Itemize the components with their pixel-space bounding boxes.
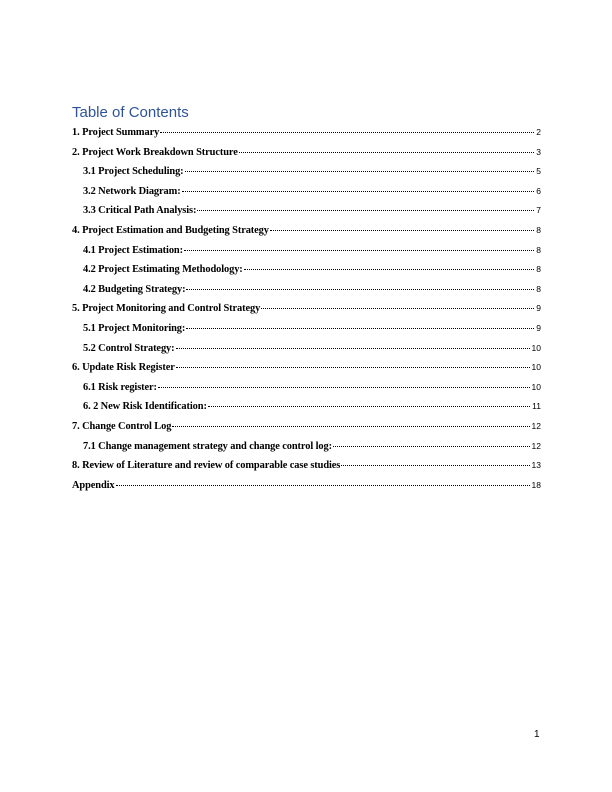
toc-entry[interactable]: [83, 318, 541, 334]
toc-entry-title[interactable]: 3.2 Network Diagram:: [83, 185, 181, 197]
toc-entry-page[interactable]: 7: [536, 205, 541, 216]
toc-entry[interactable]: [72, 298, 541, 314]
toc-dot-leader: [182, 179, 535, 192]
toc-entry-page[interactable]: 10: [531, 381, 541, 392]
toc-entry-page[interactable]: 3: [536, 146, 541, 157]
toc-entry-page[interactable]: 13: [531, 460, 541, 471]
toc-entry-page[interactable]: 8: [536, 264, 541, 275]
toc-entry[interactable]: [72, 357, 541, 373]
toc-entry-title[interactable]: 3.3 Critical Path Analysis:: [83, 205, 197, 217]
toc-entry-page[interactable]: 18: [531, 479, 541, 490]
toc-entry-title[interactable]: 6. 2 New Risk Identification:: [83, 401, 207, 413]
toc-dot-leader: [341, 453, 529, 466]
toc-entry-page[interactable]: 10: [531, 362, 541, 373]
toc-entry-title[interactable]: 8. Review of Literature and review of comparable case studies: [72, 460, 341, 472]
toc-entry-title[interactable]: Appendix: [72, 479, 115, 491]
toc-entry[interactable]: [83, 396, 541, 412]
toc-entry[interactable]: [83, 436, 541, 452]
toc-dot-leader: [186, 277, 534, 290]
toc-entry-title[interactable]: 4. Project Estimation and Budgeting Strategy: [72, 225, 269, 236]
toc-dot-leader: [197, 198, 534, 211]
toc-entry-title[interactable]: 3.1 Project Scheduling:: [83, 166, 184, 178]
toc-dot-leader: [239, 140, 535, 153]
toc-dot-leader: [185, 159, 535, 172]
toc-entry-title[interactable]: 5. Project Monitoring and Control Strategy: [72, 303, 261, 315]
toc-entry-page[interactable]: 2: [536, 127, 541, 137]
toc-entry[interactable]: [72, 416, 541, 432]
toc-dot-leader: [270, 218, 534, 231]
toc-entry[interactable]: [83, 377, 541, 393]
toc-dot-leader: [208, 394, 530, 407]
page-number: 1: [534, 729, 540, 740]
toc-entry[interactable]: [72, 455, 541, 471]
toc-entry-title[interactable]: 7.1 Change management strategy and change control log:: [83, 440, 332, 452]
toc-entry-page[interactable]: 8: [536, 225, 541, 235]
toc-entry-title[interactable]: 4.2 Project Estimating Methodology:: [83, 264, 243, 276]
toc-heading: Table of Contents: [72, 104, 189, 121]
toc-entry-page[interactable]: 9: [536, 303, 541, 314]
toc-entry-title[interactable]: 4.2 Budgeting Strategy:: [83, 283, 186, 295]
toc-dot-leader: [244, 257, 535, 270]
toc-entry[interactable]: [83, 200, 541, 216]
toc-entry-title[interactable]: 7. Change Control Log: [72, 421, 172, 432]
toc-entry-page[interactable]: 12: [531, 440, 541, 451]
toc-entry-title[interactable]: 4.1 Project Estimation:: [83, 244, 183, 256]
toc-entry-page[interactable]: 8: [536, 244, 541, 255]
toc-entry[interactable]: [72, 475, 541, 491]
toc-entry[interactable]: [83, 338, 541, 354]
toc-entry-page[interactable]: 10: [531, 342, 541, 353]
toc-entry-page[interactable]: 8: [536, 283, 541, 294]
toc-entry-title[interactable]: 5.2 Control Strategy:: [83, 342, 175, 354]
toc-entry[interactable]: [83, 279, 541, 295]
toc-dot-leader: [158, 375, 530, 388]
toc-entry-title[interactable]: 2. Project Work Breakdown Structure: [72, 146, 238, 158]
toc-dot-leader: [261, 296, 534, 309]
toc-entry-page[interactable]: 6: [536, 185, 541, 196]
toc-entry-title[interactable]: 5.1 Project Monitoring:: [83, 323, 186, 334]
toc-dot-leader: [186, 316, 534, 329]
toc-dot-leader: [176, 355, 530, 368]
toc-entry[interactable]: [72, 220, 541, 236]
toc-dot-leader: [116, 473, 530, 486]
toc-entry-page[interactable]: 5: [536, 166, 541, 177]
toc-dot-leader: [176, 336, 530, 349]
toc-dot-leader: [172, 414, 529, 427]
toc-entry[interactable]: [83, 259, 541, 275]
toc-entry-title[interactable]: 6. Update Risk Register: [72, 362, 175, 374]
toc-entry-page[interactable]: 12: [531, 421, 541, 431]
toc-dot-leader: [184, 238, 534, 251]
toc-entry-title[interactable]: 6.1 Risk register:: [83, 381, 157, 393]
toc-entry-page[interactable]: 11: [532, 401, 541, 412]
toc-entry[interactable]: [72, 122, 541, 138]
toc-dot-leader: [333, 434, 530, 447]
toc-entry[interactable]: [83, 161, 541, 177]
toc-entry[interactable]: [72, 142, 541, 158]
toc-entry[interactable]: [83, 240, 541, 256]
toc-entry-page[interactable]: 9: [536, 323, 541, 333]
toc-entry[interactable]: [83, 181, 541, 197]
toc-dot-leader: [160, 120, 534, 133]
toc-entry-title[interactable]: 1. Project Summary: [72, 127, 160, 138]
